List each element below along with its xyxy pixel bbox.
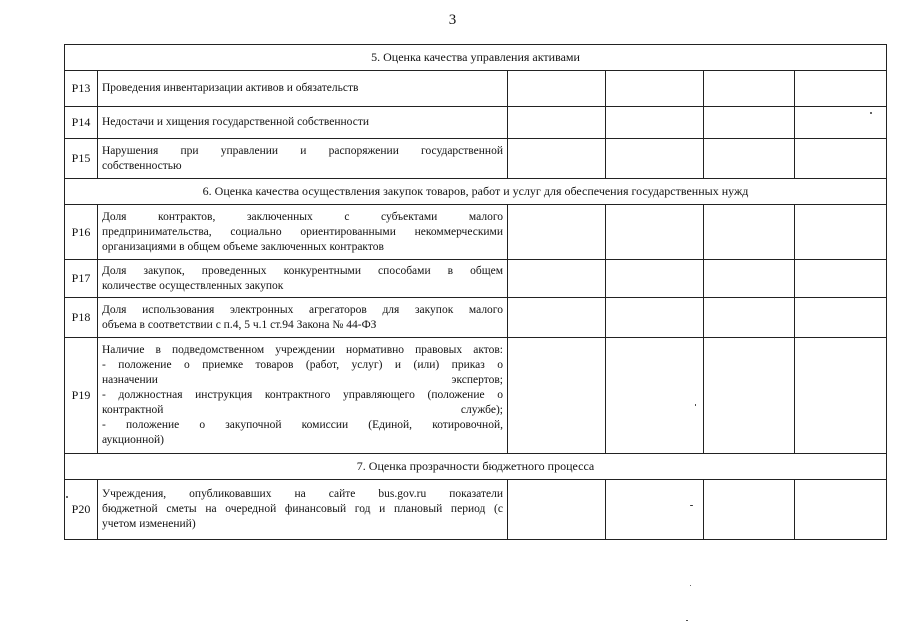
value-cell — [606, 71, 704, 107]
indicator-code: Р14 — [65, 107, 98, 139]
description-line: - положение о закупочной комиссии (Единой, котировочной, — [102, 419, 503, 431]
value-cell — [704, 260, 795, 298]
value-cell — [606, 298, 704, 338]
indicator-code: Р15 — [65, 139, 98, 179]
scan-speck — [66, 496, 68, 498]
section-title: 6. Оценка качества осуществления закупок товаров, работ и услуг для обеспечения государственных нужд — [65, 179, 887, 205]
value-cell — [704, 298, 795, 338]
description-line: контрактной службе); — [102, 404, 503, 416]
description-line: - положение о приемке товаров (работ, услуг) и (или) приказ о — [102, 359, 503, 371]
value-cell — [508, 260, 606, 298]
value-cell — [704, 338, 795, 454]
description-line: Доля закупок, проведенных конкурентными способами в общем — [102, 264, 503, 277]
value-cell — [606, 480, 704, 540]
value-cell — [606, 338, 704, 454]
section-title: 5. Оценка качества управления активами — [65, 45, 887, 71]
description-line: назначении экспертов; — [102, 374, 503, 386]
value-cell — [704, 139, 795, 179]
description-line: - должностная инструкция контрактного управляющего (положение о — [102, 389, 503, 401]
value-cell — [795, 298, 887, 338]
scan-speck — [695, 404, 696, 406]
description-line: бюджетной сметы на очередной финансовый год и плановый период (с — [102, 503, 503, 515]
description-line: Доля использования электронных агрегаторов для закупок малого — [102, 303, 503, 316]
description-line: учетом изменений) — [102, 518, 196, 530]
evaluation-table — [64, 44, 887, 540]
value-cell — [795, 480, 887, 540]
indicator-row — [65, 139, 887, 179]
scan-speck — [690, 505, 693, 506]
value-cell — [795, 260, 887, 298]
value-cell — [606, 260, 704, 298]
description-line: Нарушения при управлении и распоряжении государственной — [102, 144, 503, 157]
value-cell — [606, 107, 704, 139]
scan-speck — [870, 112, 872, 114]
description-line: аукционной) — [102, 434, 164, 446]
indicator-code: Р18 — [65, 298, 98, 338]
indicator-code: Р17 — [65, 260, 98, 298]
value-cell — [508, 107, 606, 139]
indicator-code: Р13 — [65, 71, 98, 107]
value-cell — [508, 71, 606, 107]
page-number: 3 — [448, 12, 457, 28]
indicator-row — [65, 480, 887, 540]
section-title: 7. Оценка прозрачности бюджетного процесса — [65, 454, 887, 480]
value-cell — [508, 139, 606, 179]
indicator-description — [98, 205, 508, 260]
value-cell — [508, 480, 606, 540]
indicator-description — [98, 298, 508, 338]
indicator-row — [65, 260, 887, 298]
value-cell — [606, 139, 704, 179]
value-cell — [508, 298, 606, 338]
description-line: количестве осуществленных закупок — [102, 279, 284, 292]
value-cell — [795, 71, 887, 107]
indicator-row — [65, 107, 887, 139]
value-cell — [508, 338, 606, 454]
indicator-description — [98, 71, 508, 107]
value-cell — [508, 205, 606, 260]
section-row — [65, 45, 887, 71]
indicator-row — [65, 71, 887, 107]
indicator-row — [65, 298, 887, 338]
description-line: Проведения инвентаризации активов и обязательств — [102, 82, 359, 94]
indicator-description — [98, 338, 508, 454]
section-row — [65, 179, 887, 205]
description-line: Наличие в подведомственном учреждении нормативно правовых актов: — [102, 344, 503, 356]
description-line: Учреждения, опубликовавших на сайте bus.gov.ru показатели — [102, 488, 503, 500]
description-line: организациями в общем объеме заключенных контрактов — [102, 240, 384, 253]
indicator-description — [98, 107, 508, 139]
indicator-description — [98, 480, 508, 540]
description-line: Доля контрактов, заключенных с субъектами малого — [102, 210, 503, 223]
value-cell — [704, 71, 795, 107]
value-cell — [704, 480, 795, 540]
indicator-code: Р19 — [65, 338, 98, 454]
indicator-code: Р20 — [65, 480, 98, 540]
value-cell — [606, 205, 704, 260]
scan-speck — [690, 585, 691, 586]
value-cell — [795, 107, 887, 139]
value-cell — [795, 139, 887, 179]
value-cell — [704, 205, 795, 260]
description-line: предпринимательства, социально ориентированными некоммерческими — [102, 225, 503, 238]
description-line: Недостачи и хищения государственной собственности — [102, 116, 370, 128]
value-cell — [795, 205, 887, 260]
indicator-description — [98, 139, 508, 179]
indicator-row — [65, 205, 887, 260]
value-cell — [704, 107, 795, 139]
description-line: объема в соответствии с п.4, 5 ч.1 ст.94 Закона № 44-ФЗ — [102, 318, 377, 331]
indicator-code: Р16 — [65, 205, 98, 260]
scan-speck — [686, 620, 688, 621]
description-line: собственностью — [102, 159, 182, 172]
section-row — [65, 454, 887, 480]
value-cell — [795, 338, 887, 454]
indicator-row — [65, 338, 887, 454]
indicator-description — [98, 260, 508, 298]
